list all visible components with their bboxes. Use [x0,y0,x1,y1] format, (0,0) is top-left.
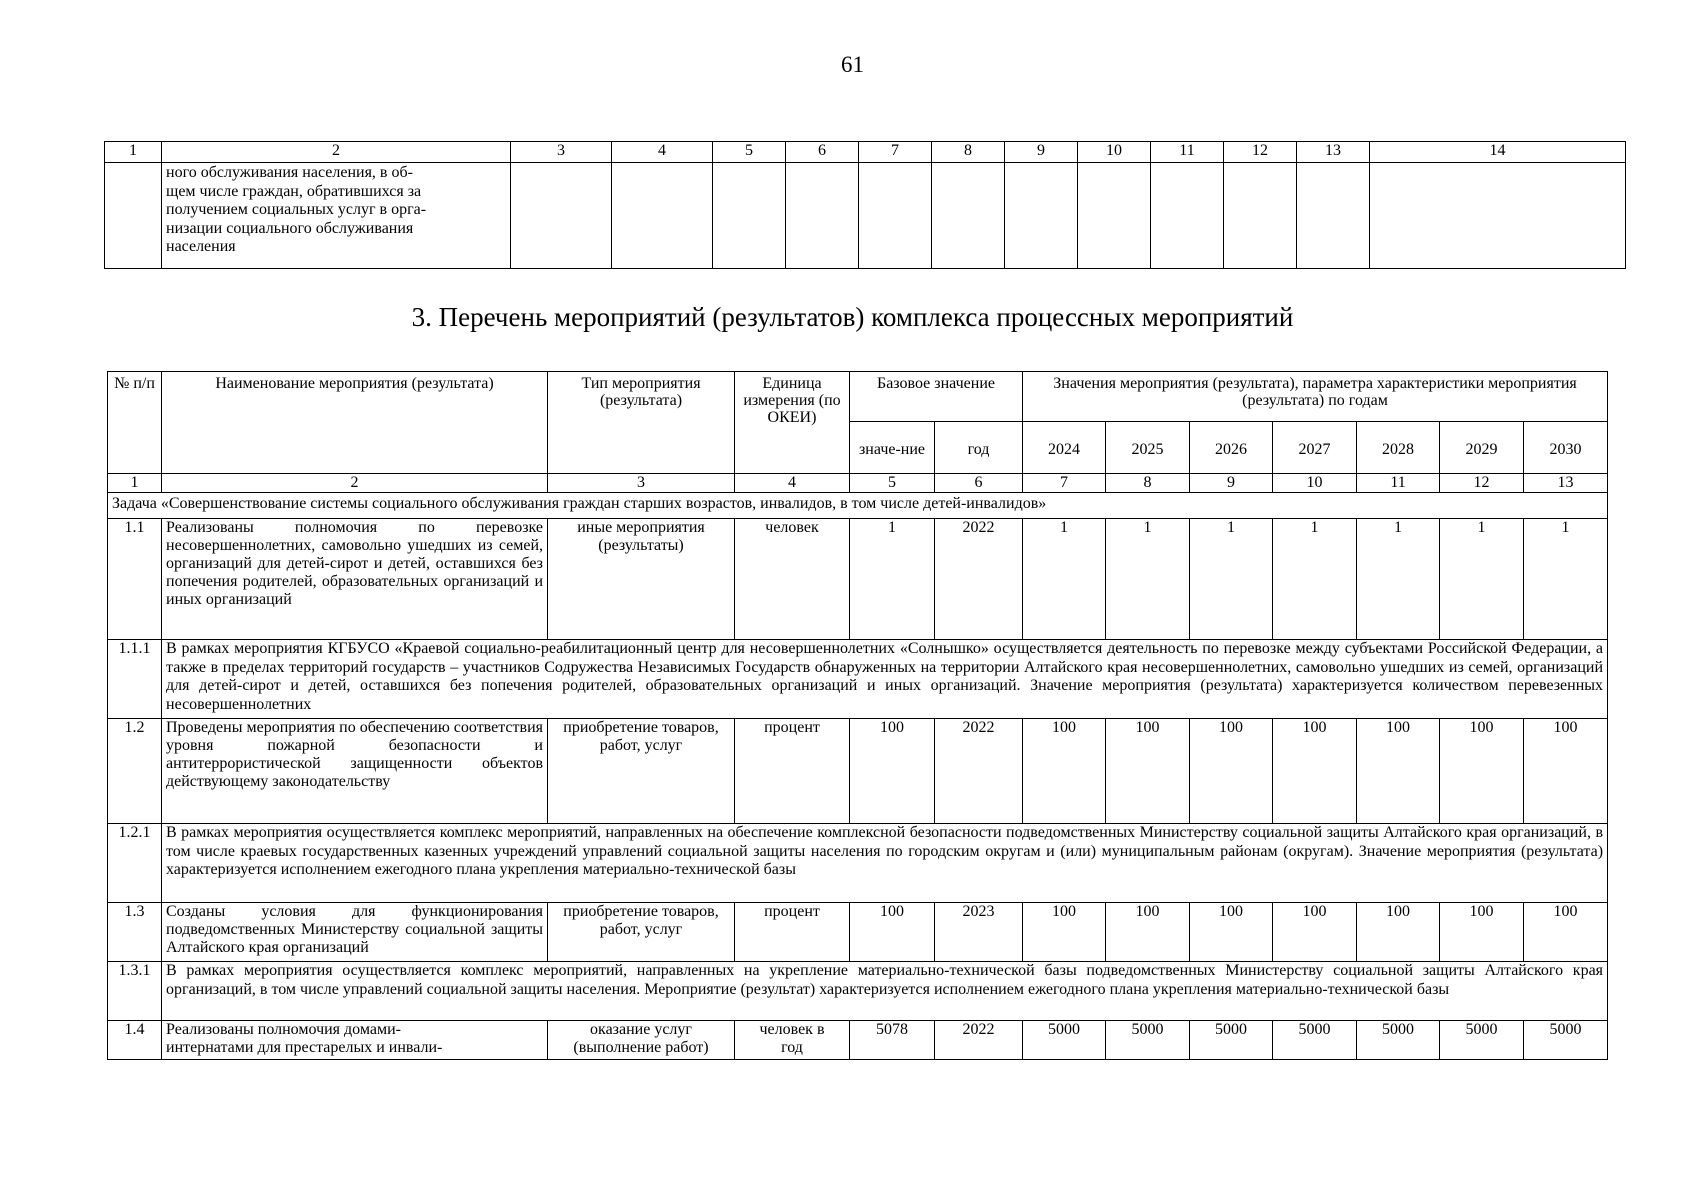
activity-description: В рамках мероприятия осуществляется комплекс мероприятий, направленных на обеспечение комплексной безопасности подведомственных Министерству социальной защиты Алтайского края организаций, в том числе краевых государственных казенных учреждений управлений социальной защиты населения по городским округам и (или) муниципальным районам (округам). Значение мероприятия (результата) характеризуется исполнением ежегодного плана укрепления материально-технической базы [162,824,1608,903]
year-value: 1 [1440,519,1524,640]
year-value: 1 [1357,519,1440,640]
base-value: 100 [850,903,935,962]
year-value: 100 [1190,903,1273,962]
year-value: 100 [1440,719,1524,824]
row-number: 1.2 [108,719,162,824]
table-cell [1078,163,1151,269]
header-year: 2030 [1524,422,1608,474]
text-line: год [781,1039,803,1056]
table-cell [713,163,786,269]
column-number: 4 [612,142,713,163]
unit [735,1021,850,1060]
header-base-year: год [935,422,1023,474]
activity-name: Проведены мероприятия по обеспечению соответствия уровня пожарной безопасности и антитеррористической защищенности объектов действующему законодательству [162,719,548,824]
description-row [108,640,1608,719]
column-number: 8 [932,142,1005,163]
activity-name: Созданы условия для функционирования подведомственных Министерству социальной защиты Алтайского края организаций [162,903,548,962]
header-unit: Единица измерения (по ОКЕИ) [735,372,850,474]
year-value: 100 [1190,719,1273,824]
base-value: 1 [850,519,935,640]
activity-name: Реализованы полномочия по перевозке несовершеннолетних, самовольно ушедших из семей, организаций для детей-сирот и детей, оставшихся без попечения родителей, образовательных организаций и иных организаций [162,519,548,640]
activities-table [107,371,1608,1060]
table-cell [1151,163,1224,269]
year-value: 5000 [1524,1021,1608,1060]
base-year: 2022 [935,1021,1023,1060]
column-number: 5 [850,474,935,493]
column-number: 4 [735,474,850,493]
year-value: 1 [1106,519,1190,640]
table-row [108,519,1608,640]
table-row [108,903,1608,962]
year-value: 100 [1023,903,1106,962]
table-cell [1224,163,1297,269]
year-value: 100 [1273,719,1357,824]
column-number: 9 [1190,474,1273,493]
year-value: 1 [1273,519,1357,640]
continuation-table [104,141,1626,269]
activity-type: приобретение товаров, работ, услуг [548,903,735,962]
column-number: 13 [1524,474,1608,493]
year-value: 1 [1524,519,1608,640]
base-year: 2022 [935,719,1023,824]
description-row [108,824,1608,903]
text-line: щем числе граждан, обратившихся за [166,182,422,200]
row-number: 1.1 [108,519,162,640]
year-value: 100 [1440,903,1524,962]
column-number: 11 [1357,474,1440,493]
year-value: 100 [1106,903,1190,962]
column-number: 1 [108,474,162,493]
year-value: 5000 [1023,1021,1106,1060]
column-number: 10 [1273,474,1357,493]
base-value: 5078 [850,1021,935,1060]
column-number: 7 [859,142,932,163]
header-row [108,372,1608,422]
row-number: 1.2.1 [108,824,162,903]
header-year: 2029 [1440,422,1524,474]
column-number: 12 [1440,474,1524,493]
header-year: 2025 [1106,422,1190,474]
description-row [108,962,1608,1021]
column-number: 10 [1078,142,1151,163]
text-line: низации социального обслуживания [166,219,414,237]
header-year: 2027 [1273,422,1357,474]
table-cell [859,163,932,269]
text-line: (выполнение работ) [573,1039,709,1056]
column-number-row [105,142,1626,163]
unit: человек [735,519,850,640]
row-number: 1.3.1 [108,962,162,1021]
column-number: 1 [105,142,162,163]
column-number: 6 [935,474,1023,493]
activity-description: В рамках мероприятия осуществляется комплекс мероприятий, направленных на укрепление материально-технической базы подведомственных Министерству социальной защиты Алтайского края организаций, в том числе управлений социальной защиты населения. Мероприятие (результат) характеризуется исполнением ежегодного плана укрепления материально-технической базы [162,962,1608,1021]
text-line: оказание услуг [590,1021,692,1038]
activity-name [162,1021,548,1060]
header-year: 2028 [1357,422,1440,474]
year-value: 1 [1190,519,1273,640]
column-number: 11 [1151,142,1224,163]
year-value: 5000 [1106,1021,1190,1060]
task-row [108,493,1608,519]
text-line: ного обслуживания населения, в об- [166,164,413,181]
table-cell [1297,163,1370,269]
year-value: 5000 [1273,1021,1357,1060]
column-number: 7 [1023,474,1106,493]
text-line: Реализованы полномочия домами- [166,1021,401,1038]
task-title: Задача «Совершенствование системы социального обслуживания граждан старших возрастов, инвалидов, в том числе детей-инвалидов» [108,493,1608,519]
year-value: 100 [1023,719,1106,824]
column-number: 12 [1224,142,1297,163]
column-number: 13 [1297,142,1370,163]
table-cell [932,163,1005,269]
year-value: 100 [1357,719,1440,824]
indicator-name-cell [162,163,511,269]
year-value: 100 [1106,719,1190,824]
base-year: 2022 [935,519,1023,640]
column-number: 9 [1005,142,1078,163]
table-cell [1370,163,1626,269]
base-year: 2023 [935,903,1023,962]
table-cell [105,163,162,269]
base-value: 100 [850,719,935,824]
table-row [108,719,1608,824]
unit: процент [735,719,850,824]
column-number: 6 [786,142,859,163]
table-cell [612,163,713,269]
column-number: 2 [162,142,511,163]
activity-type: приобретение товаров, работ, услуг [548,719,735,824]
header-values: Значения мероприятия (результата), параметра характеристики мероприятия (результата) по годам [1023,372,1608,422]
column-number: 8 [1106,474,1190,493]
table-cell [786,163,859,269]
year-value: 5000 [1190,1021,1273,1060]
header-num: № п/п [108,372,162,474]
text-line: интернатами для престарелых и инвали- [166,1039,443,1056]
column-number: 2 [162,474,548,493]
header-name: Наименование мероприятия (результата) [162,372,548,474]
column-number: 14 [1370,142,1626,163]
activity-type: иные мероприятия (результаты) [548,519,735,640]
column-number: 3 [548,474,735,493]
year-value: 1 [1023,519,1106,640]
activity-description: В рамках мероприятия КГБУСО «Краевой социально-реабилитационный центр для несовершеннолетних «Солнышко» осуществляется деятельность по перевозке между субъектами Российской Федерации, а также в пределах территорий государств – участников Содружества Независимых Государств обнаруженных на территории Алтайского края несовершеннолетних, самовольно ушедших из семей, организаций для детей-сирот и детей, оставшихся без попечения родителей, образовательных организаций и иных организаций. Значение мероприятия (результата) характеризуется количеством перевезенных несовершеннолетних [162,640,1608,719]
table-cell [1005,163,1078,269]
year-value: 100 [1524,719,1608,824]
column-number: 5 [713,142,786,163]
header-base-value: значе-ние [850,422,935,474]
row-number: 1.3 [108,903,162,962]
year-value: 100 [1524,903,1608,962]
row-number: 1.4 [108,1021,162,1060]
row-number: 1.1.1 [108,640,162,719]
text-line: получением социальных услуг в орга- [166,201,427,218]
table-row [108,1021,1608,1060]
table-cell [511,163,612,269]
header-type: Тип мероприятия (результата) [548,372,735,474]
page-number: 61 [841,52,864,77]
column-number-row [108,474,1608,493]
header-year: 2026 [1190,422,1273,474]
table-row [105,163,1626,269]
header-year: 2024 [1023,422,1106,474]
year-value: 100 [1357,903,1440,962]
section-title: 3. Перечень мероприятий (результатов) комплекса процессных мероприятий [411,302,1294,332]
header-base: Базовое значение [850,372,1023,422]
text-line: человек в [759,1021,825,1038]
year-value: 100 [1273,903,1357,962]
year-value: 5000 [1440,1021,1524,1060]
activity-type [548,1021,735,1060]
column-number: 3 [511,142,612,163]
unit: процент [735,903,850,962]
text-line: населения [166,238,236,255]
year-value: 5000 [1357,1021,1440,1060]
